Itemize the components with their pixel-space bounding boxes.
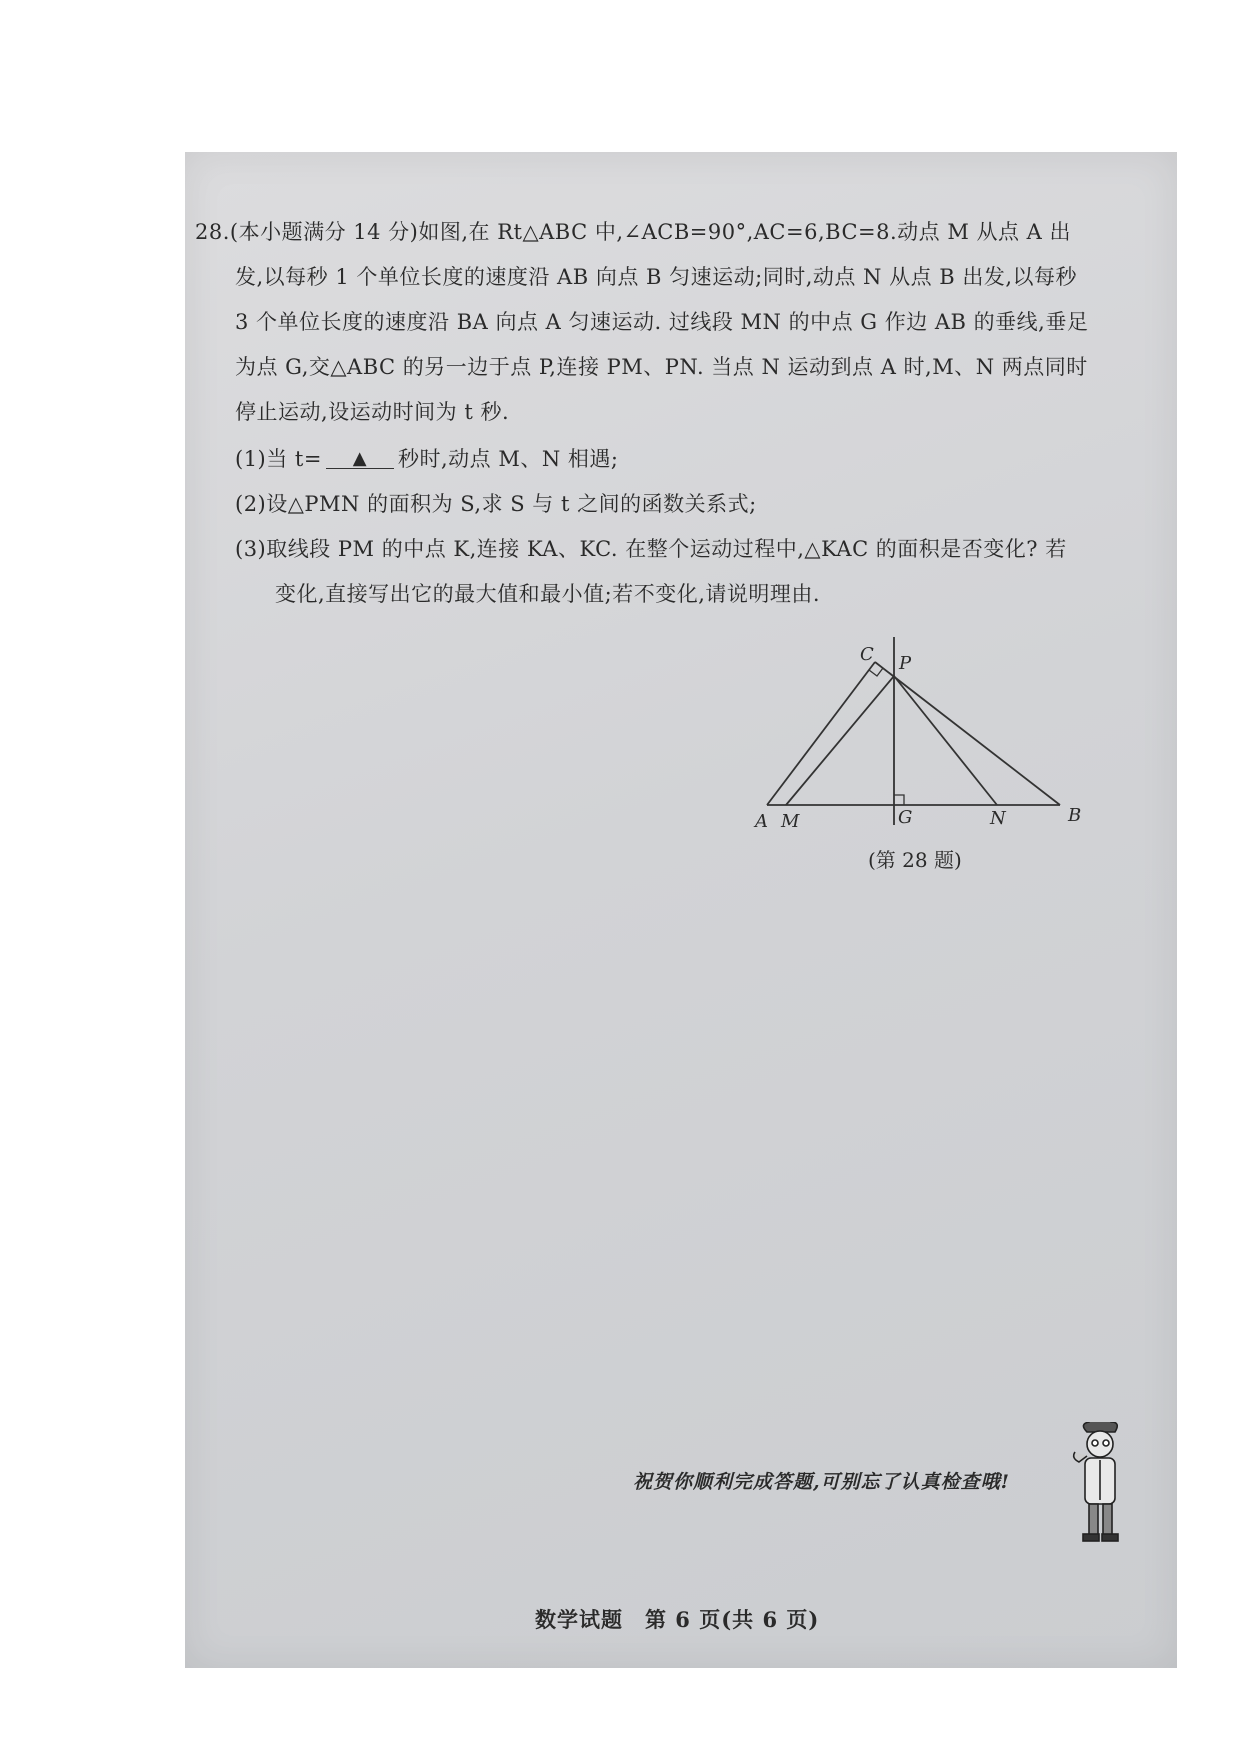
answer-blank: ▲	[326, 450, 394, 469]
question-line-3: 3 个单位长度的速度沿 BA 向点 A 匀速运动. 过线段 MN 的中点 G 作边 AB 的垂线,垂足	[235, 310, 1089, 334]
cartoon-figure-icon	[1065, 1422, 1135, 1552]
exam-page	[185, 152, 1177, 1668]
question-line-5: 停止运动,设运动时间为 t 秒.	[235, 400, 510, 424]
part-2: (2)设△PMN 的面积为 S,求 S 与 t 之间的函数关系式;	[235, 492, 757, 516]
question-line-2: 发,以每秒 1 个单位长度的速度沿 AB 向点 B 匀速运动;同时,动点 N 从点 B 出发,以每秒	[235, 265, 1078, 289]
part-1-prefix: (1)当 t=	[235, 447, 322, 471]
segment-PN	[894, 676, 997, 805]
right-angle-G	[894, 795, 904, 805]
segment-PM	[786, 676, 894, 805]
footer-subject: 数学试题	[535, 1607, 623, 1632]
question-line-4: 为点 G,交△ABC 的另一边于点 P,连接 PM、PN. 当点 N 运动到点 A 时,M、N 两点同时	[235, 355, 1088, 379]
part-3-line-2: 变化,直接写出它的最大值和最小值;若不变化,请说明理由.	[275, 582, 821, 606]
part-3-line-1: (3)取线段 PM 的中点 K,连接 KA、KC. 在整个运动过程中,△KAC 的面积是否变化? 若	[235, 537, 1067, 561]
question-line-1: 28.(本小题满分 14 分)如图,在 Rt△ABC 中,∠ACB=90°,AC=6,BC=8.动点 M 从点 A 出	[195, 220, 1072, 244]
part-1	[235, 449, 618, 471]
footer-page-number: 第 6 页(共 6 页)	[645, 1607, 820, 1632]
right-angle-C	[869, 668, 883, 676]
label-C: C	[860, 644, 874, 665]
label-M: M	[781, 811, 800, 832]
segment-AC	[767, 662, 875, 805]
label-B: B	[1068, 805, 1082, 826]
segment-CB	[875, 662, 1060, 805]
page-footer	[535, 1604, 819, 1634]
label-P: P	[899, 653, 912, 674]
label-G: G	[898, 807, 913, 828]
greeting-text: 祝贺你顺利完成答题,可别忘了认真检查哦!	[633, 1471, 1010, 1493]
label-N: N	[990, 808, 1006, 829]
label-A: A	[755, 811, 768, 832]
part-1-suffix: 秒时,动点 M、N 相遇;	[397, 447, 619, 471]
geometry-figure	[745, 627, 1125, 867]
figure-caption: (第 28 题)	[868, 848, 962, 872]
